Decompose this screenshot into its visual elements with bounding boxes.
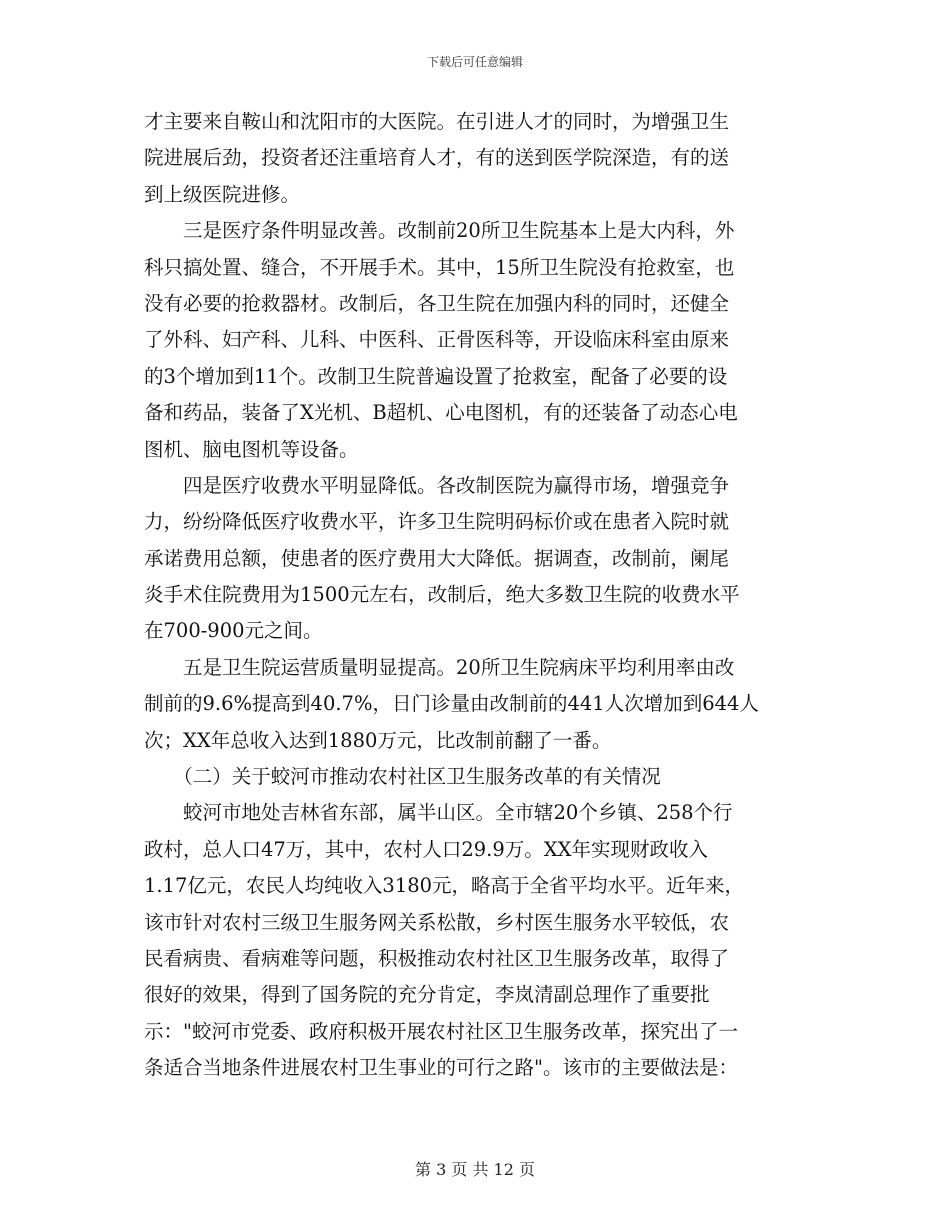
text-line: 图机、脑电图机等设备。 [144, 437, 359, 461]
text-line: 的3个增加到11个。改制卫生院普遍设置了抢救室，配备了必要的设 [144, 364, 728, 388]
text-line: 了外科、妇产科、儿科、中医科、正骨医科等，开设临床科室由原来 [144, 328, 730, 352]
text-line: 没有必要的抢救器材。改制后，各卫生院在加强内科的同时，还健全 [144, 291, 730, 315]
text-line: 民看病贵、看病难等问题，积极推动农村社区卫生服务改革，取得了 [144, 946, 730, 970]
text-line: 蛟河市地处吉林省东部，属半山区。全市辖20个乡镇、258个行 [144, 801, 733, 825]
text-line: 很好的效果，得到了国务院的充分肯定，李岚清副总理作了重要批 [144, 983, 710, 1007]
section-heading: （二）关于蛟河市推动农村社区卫生服务改革的有关情况 [144, 765, 661, 789]
page-number: 第 3 页 共 12 页 [415, 1160, 535, 1179]
text-line: 才主要来自鞍山和沈阳市的大医院。在引进人才的同时，为增强卫生 [144, 110, 730, 133]
text-line: 1.17亿元，农民人均纯收入3180元，略高于全省平均水平。近年来， [144, 874, 745, 898]
text-line: 该市针对农村三级卫生服务网关系松散，乡村医生服务水平较低，农 [144, 910, 730, 934]
text-line: 三是医疗条件明显改善。改制前20所卫生院基本上是大内科，外 [144, 219, 735, 243]
page-header: 下载后可任意编辑 [426, 55, 523, 69]
text-line: 四是医疗收费水平明显降低。各改制医院为赢得市场，增强竞争 [144, 473, 730, 497]
text-line: 政村，总人口47万，其中，农村人口29.9万。XX年实现财政收入 [144, 837, 708, 861]
text-line: 炎手术住院费用为1500元左右，改制后，绝大多数卫生院的收费水平 [144, 583, 740, 607]
text-line: 条适合当地条件进展农村卫生事业的可行之路"。该市的主要做法是： [144, 1056, 738, 1080]
text-line: 院进展后劲，投资者还注重培育人才，有的送到医学院深造，有的送 [144, 146, 730, 170]
text-line: 科只搞处置、缝合，不开展手术。其中，15所卫生院没有抢救室，也 [144, 255, 735, 279]
text-line: 到上级医院进修。 [144, 182, 301, 206]
document-body [144, 104, 808, 1087]
text-line: 制前的9.6%提高到40.7%，日门诊量由改制前的441人次增加到644人 [144, 692, 759, 716]
text-line: 备和药品，装备了X光机、B超机、心电图机，有的还装备了动态心电 [144, 401, 738, 425]
text-line: 承诺费用总额，使患者的医疗费用大大降低。据调查，改制前，阑尾 [144, 546, 730, 570]
text-line: 示："蛟河市党委、政府积极开展农村社区卫生服务改革，探究出了一 [144, 1019, 738, 1043]
text-line: 五是卫生院运营质量明显提高。20所卫生院病床平均利用率由改 [144, 655, 735, 679]
text-line: 力，纷纷降低医疗收费水平，许多卫生院明码标价或在患者入院时就 [144, 510, 730, 534]
text-line: 在700-900元之间。 [144, 619, 323, 643]
text-line: 次；XX年总收入达到1880万元，比改制前翻了一番。 [144, 728, 612, 752]
